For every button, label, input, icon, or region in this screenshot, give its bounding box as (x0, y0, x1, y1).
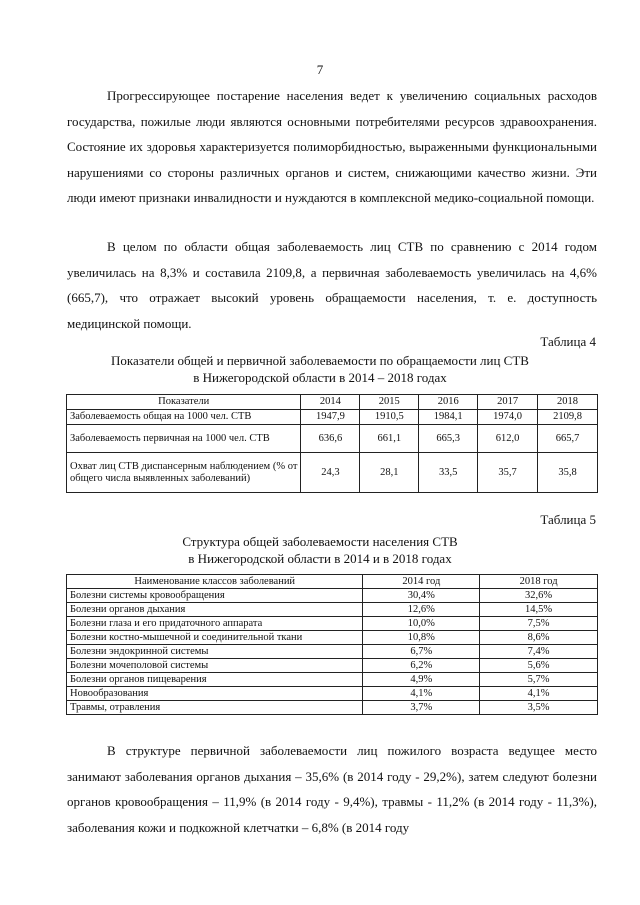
cell-value: 35,8 (538, 453, 598, 493)
header-indicator: Показатели (67, 395, 301, 410)
cell-value: 1984,1 (419, 410, 478, 425)
header-2018: 2018 год (480, 575, 598, 589)
header-2016: 2016 (419, 395, 478, 410)
table-row (67, 410, 598, 425)
cell-value: 6,7% (363, 645, 480, 659)
table-header-row (67, 395, 598, 410)
table-row (67, 701, 598, 715)
cell-value: 612,0 (478, 425, 538, 453)
row-label: Травмы, отравления (67, 701, 363, 715)
table-row (67, 603, 598, 617)
table-row (67, 631, 598, 645)
cell-value: 665,3 (419, 425, 478, 453)
row-label: Болезни эндокринной системы (67, 645, 363, 659)
header-2017: 2017 (478, 395, 538, 410)
cell-value: 12,6% (363, 603, 480, 617)
table5 (66, 574, 598, 715)
table4-title-line1: Показатели общей и первичной заболеваемости по обращаемости лиц СТВ (111, 353, 529, 368)
header-2018: 2018 (538, 395, 598, 410)
row-label: Болезни мочеполовой системы (67, 659, 363, 673)
row-label: Болезни глаза и его придаточного аппарата (67, 617, 363, 631)
table-row (67, 659, 598, 673)
row-label: Новообразования (67, 687, 363, 701)
paragraph-morbidity: В целом по области общая заболеваемость лиц СТВ по сравнению с 2014 годом увеличилась на 8,3% и составила 2109,8, а первичная заболеваемость увеличилась на 4,6% (665,7), что отражает высокий уровень обращаемости населения, т. е. доступность медицинской помощи. (67, 239, 597, 331)
row-label: Охват лиц СТВ диспансерным наблюдением (% от общего числа выявленных заболеваний) (67, 453, 301, 493)
table-header-row (67, 575, 598, 589)
row-label: Болезни системы кровообращения (67, 589, 363, 603)
table-row (67, 673, 598, 687)
table-row (67, 687, 598, 701)
header-2014: 2014 год (363, 575, 480, 589)
cell-value: 1947,9 (301, 410, 360, 425)
header-2015: 2015 (360, 395, 419, 410)
cell-value: 5,6% (480, 659, 598, 673)
cell-value: 1974,0 (478, 410, 538, 425)
cell-value: 3,5% (480, 701, 598, 715)
row-label: Болезни костно-мышечной и соединительной ткани (67, 631, 363, 645)
cell-value: 24,3 (301, 453, 360, 493)
cell-value: 8,6% (480, 631, 598, 645)
header-2014: 2014 (301, 395, 360, 410)
table4 (66, 394, 598, 493)
header-disease-class: Наименование классов заболеваний (67, 575, 363, 589)
cell-value: 3,7% (363, 701, 480, 715)
cell-value: 7,4% (480, 645, 598, 659)
table5-label: Таблица 5 (540, 512, 596, 527)
cell-value: 7,5% (480, 617, 598, 631)
cell-value: 33,5 (419, 453, 478, 493)
cell-value: 661,1 (360, 425, 419, 453)
table-row (67, 617, 598, 631)
cell-value: 35,7 (478, 453, 538, 493)
paragraph-primary-morbidity: В структуре первичной заболеваемости лиц пожилого возраста ведущее место занимают заболевания органов дыхания – 35,6% (в 2014 году - 29,2%), затем следуют болезни органов кровообращения – 11,9% (в 2014 году - 9,4%), травмы - 11,2% (в 2014 году - 11,3%), заболевания кожи и подкожной клетчатки – 6,8% (в 2014 году (67, 743, 597, 835)
cell-value: 5,7% (480, 673, 598, 687)
table-row (67, 645, 598, 659)
cell-value: 2109,8 (538, 410, 598, 425)
cell-value: 10,8% (363, 631, 480, 645)
table4-label: Таблица 4 (540, 334, 596, 349)
cell-value: 1910,5 (360, 410, 419, 425)
cell-value: 4,9% (363, 673, 480, 687)
row-label: Заболеваемость общая на 1000 чел. СТВ (67, 410, 301, 425)
row-label: Болезни органов дыхания (67, 603, 363, 617)
table-row (67, 589, 598, 603)
cell-value: 10,0% (363, 617, 480, 631)
table5-title-line2: в Нижегородской области в 2014 и в 2018 годах (188, 551, 452, 566)
paragraph-aging: Прогрессирующее постарение населения ведет к увеличению социальных расходов государства, пожилые люди являются основными потребителями ресурсов здравоохранения. Состояние их здоровья характеризуется полиморбидностью, выраженными функциональными нарушениями со стороны различных органов и систем, снижающими качество жизни. Эти люди имеют признаки инвалидности и нуждаются в комплексной медико-социальной помощи. (67, 88, 597, 206)
table4-title-line2: в Нижегородской области в 2014 – 2018 годах (193, 370, 447, 385)
cell-value: 14,5% (480, 603, 598, 617)
row-label: Болезни органов пищеварения (67, 673, 363, 687)
cell-value: 6,2% (363, 659, 480, 673)
cell-value: 32,6% (480, 589, 598, 603)
cell-value: 4,1% (363, 687, 480, 701)
table5-title-line1: Структура общей заболеваемости населения СТВ (182, 534, 458, 549)
cell-value: 665,7 (538, 425, 598, 453)
cell-value: 4,1% (480, 687, 598, 701)
cell-value: 30,4% (363, 589, 480, 603)
row-label: Заболеваемость первичная на 1000 чел. СТВ (67, 425, 301, 453)
cell-value: 636,6 (301, 425, 360, 453)
page-number: 7 (316, 62, 324, 77)
table-row (67, 425, 598, 453)
cell-value: 28,1 (360, 453, 419, 493)
table-row (67, 453, 598, 493)
